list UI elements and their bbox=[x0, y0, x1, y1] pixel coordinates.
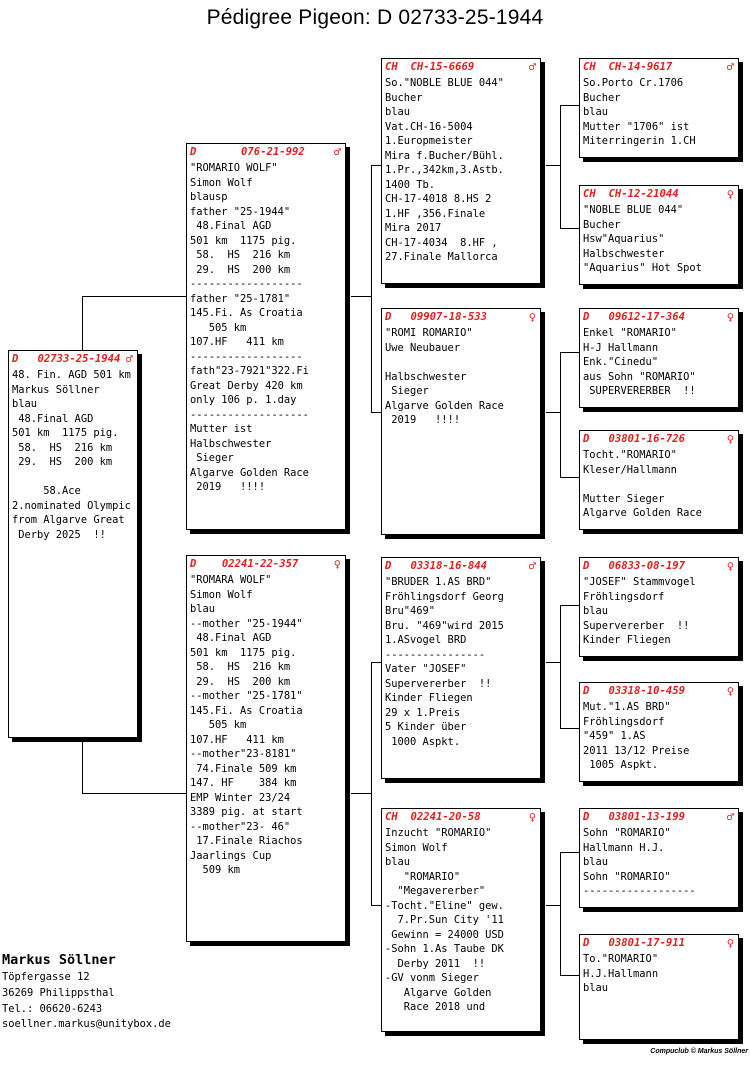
male-icon: ♂ bbox=[528, 60, 536, 74]
pigeon-card-mf-father bbox=[579, 557, 739, 657]
breeder-name: Markus Söllner bbox=[2, 952, 116, 968]
pigeon-card-mother-mother bbox=[381, 808, 541, 1032]
ring-number: D 076-21-992 bbox=[190, 146, 305, 158]
connector-line bbox=[351, 296, 371, 297]
female-icon: ♀ bbox=[528, 810, 536, 824]
ring-number: D 02241-22-357 bbox=[190, 558, 299, 570]
pigeon-details: Tocht."ROMARIO" Kleser/Hallmann Mutter Sieger Algarve Golden Race bbox=[583, 449, 702, 519]
breeder-email[interactable]: soellner.markus@unitybox.de bbox=[2, 1018, 171, 1031]
ring-number: CH CH-15-6669 bbox=[385, 61, 475, 73]
connector-line bbox=[560, 228, 579, 229]
ring-number: CH 02241-20-58 bbox=[385, 811, 481, 823]
ring-number: CH CH-14-9617 bbox=[583, 61, 673, 73]
female-icon: ♀ bbox=[726, 559, 734, 573]
connector-line bbox=[560, 352, 579, 353]
female-icon: ♀ bbox=[528, 310, 536, 324]
male-icon: ♂ bbox=[726, 60, 734, 74]
ring-number: D 02733-25-1944 bbox=[12, 353, 121, 365]
pigeon-card-father-mother bbox=[381, 308, 541, 535]
ring-number: D 06833-08-197 bbox=[583, 560, 686, 572]
pigeon-card-mf-mother bbox=[579, 682, 739, 782]
male-icon: ♂ bbox=[726, 810, 734, 824]
connector-line bbox=[560, 975, 579, 976]
pigeon-details: 48. Fin. AGD 501 km Markus Söllner blau 48.Final AGD 501 km 1175 pig. 58. HS 216 km 29. HS 200 km 58.Ace 2.nominated Olympic from Algarve Great Derby 2025 !! bbox=[12, 369, 131, 541]
pigeon-details: So."NOBLE BLUE 044" Bucher blau Vat.CH-16-5004 1.Europmeister Mira f.Bucher/Bühl. 1.Pr.,342km,3.Astb. 1400 Tb. CH-17-4018 8.HS 2 1.HF ,356.Finale Mira 2017 CH-17-4034 8.HF , 27.Finale Mallorca bbox=[385, 77, 504, 263]
connector-line bbox=[560, 352, 561, 478]
connector-line bbox=[560, 605, 579, 606]
pigeon-details: Inzucht "ROMARIO" Simon Wolf blau "ROMARIO" "Megavererber" -Tocht."Eline" gew. 7.Pr.Sun City '11 Gewinn = 24000 USD -Sohn 1.As Taube DK Derby 2011 !! -GV vonm Sieger Algarve Golden Race 2018 und bbox=[385, 827, 504, 1013]
pigeon-card-fm-father bbox=[579, 308, 739, 408]
female-icon: ♀ bbox=[333, 557, 341, 571]
female-icon: ♀ bbox=[726, 432, 734, 446]
ring-number: D 03801-16-726 bbox=[583, 433, 686, 445]
ring-number: D 03318-10-459 bbox=[583, 685, 686, 697]
breeder-phone: Tel.: 06620-6243 bbox=[2, 1002, 103, 1015]
pigeon-card-ff-mother bbox=[579, 185, 739, 285]
pigeon-card-mm-mother bbox=[579, 934, 739, 1040]
connector-line bbox=[546, 165, 560, 166]
pigeon-details: To."ROMARIO" H.J.Hallmann blau bbox=[583, 953, 659, 994]
pigeon-card-father bbox=[186, 143, 346, 530]
connector-line bbox=[546, 662, 560, 663]
male-icon: ♂ bbox=[125, 352, 133, 366]
connector-line bbox=[546, 905, 560, 906]
pigeon-card-mother bbox=[186, 555, 346, 942]
connector-line bbox=[82, 738, 83, 793]
connector-line bbox=[546, 412, 560, 413]
pigeon-details: Sohn "ROMARIO" Hallmann H.J. blau Sohn "ROMARIO" ------------------ bbox=[583, 827, 696, 897]
connector-line bbox=[82, 793, 187, 794]
breeder-info bbox=[2, 950, 171, 1033]
connector-line bbox=[560, 852, 579, 853]
connector-line bbox=[82, 296, 187, 297]
connector-line bbox=[351, 793, 371, 794]
pigeon-details: "BRUDER 1.AS BRD" Fröhlingsdorf Georg Bru"469" Bru. "469"wird 2015 1.ASvogel BRD ---------------- Vater "JOSEF" Supervererber !! Kinder Fliegen 29 x 1.Preis 5 Kinder über 1000 Aspkt. bbox=[385, 576, 504, 748]
pigeon-details: "ROMARIO WOLF" Simon Wolf blausp father "25-1944" 48.Final AGD 501 km 1175 pig. 58. HS 216 km 29. HS 200 km ------------------ father "25-1781" 145.Fi. As Croatia 505 km 107.HF 411 km ------------------ fath"23-7921"322.Fi Great Derby 420 km only 106 p. 1.day ------------------- Mutter ist Halbschwester Sieger Algarve Golden Race 2019 !!!! bbox=[190, 162, 309, 493]
ring-number: D 09907-18-533 bbox=[385, 311, 488, 323]
pigeon-details: Mut."1.AS BRD" Fröhlingsdorf "459" 1.AS 2011 13/12 Preise 1005 Aspkt. bbox=[583, 701, 690, 771]
connector-line bbox=[560, 852, 561, 976]
pigeon-details: So.Porto Cr.1706 Bucher blau Mutter "1706" ist Miterringerin 1.CH bbox=[583, 77, 696, 147]
pigeon-card-subject bbox=[8, 350, 138, 738]
pigeon-details: "NOBLE BLUE 044" Bucher Hsw"Aquarius" Halbschwester "Aquarius" Hot Spot bbox=[583, 204, 702, 274]
ring-number: D 03801-13-199 bbox=[583, 811, 686, 823]
female-icon: ♀ bbox=[726, 187, 734, 201]
male-icon: ♂ bbox=[528, 559, 536, 573]
copyright-credit: Compuclub © Markus Söllner bbox=[650, 1048, 748, 1055]
connector-line bbox=[82, 296, 83, 350]
connector-line bbox=[560, 728, 579, 729]
ring-number: D 03318-16-844 bbox=[385, 560, 488, 572]
female-icon: ♀ bbox=[726, 684, 734, 698]
pigeon-card-mm-father bbox=[579, 808, 739, 908]
male-icon: ♂ bbox=[333, 145, 341, 159]
connector-line bbox=[371, 165, 372, 413]
ring-number: D 03801-17-911 bbox=[583, 937, 686, 949]
pigeon-card-father-father bbox=[381, 58, 541, 284]
breeder-street: Töpfergasse 12 bbox=[2, 971, 90, 983]
ring-number: D 09612-17-364 bbox=[583, 311, 686, 323]
female-icon: ♀ bbox=[726, 310, 734, 324]
pigeon-card-ff-father bbox=[579, 58, 739, 158]
connector-line bbox=[560, 105, 579, 106]
pigeon-card-fm-mother bbox=[579, 430, 739, 530]
breeder-city: 36269 Philippsthal bbox=[2, 986, 115, 999]
female-icon: ♀ bbox=[726, 936, 734, 950]
page-title: Pédigree Pigeon: D 02733-25-1944 bbox=[206, 6, 544, 29]
pigeon-details: Enkel "ROMARIO" H-J Hallmann Enk."Cinedu" aus Sohn "ROMARIO" SUPERVERERBER !! bbox=[583, 327, 696, 397]
connector-line bbox=[560, 605, 561, 729]
connector-line bbox=[371, 662, 372, 906]
pigeon-details: "ROMI ROMARIO" Uwe Neubauer Halbschwester Sieger Algarve Golden Race 2019 !!!! bbox=[385, 327, 504, 426]
connector-line bbox=[560, 105, 561, 229]
connector-line bbox=[560, 477, 579, 478]
pigeon-card-mother-father bbox=[381, 557, 541, 779]
ring-number: CH CH-12-21044 bbox=[583, 188, 679, 200]
pigeon-details: "ROMARA WOLF" Simon Wolf blau --mother "25-1944" 48.Final AGD 501 km 1175 pig. 58. HS 216 km 29. HS 200 km --mother "25-1781" 145.Fi. As Croatia 505 km 107.HF 411 km --mother"23-8181" 74.Finale 509 km 147. HF 384 km EMP Winter 23/24 3389 pig. at start --mother"23- 46" 17.Finale Riachos Jaarlings Cup 509 km bbox=[190, 574, 303, 876]
pigeon-details: "JOSEF" Stammvogel Fröhlingsdorf blau Supervererber !! Kinder Fliegen bbox=[583, 576, 696, 646]
